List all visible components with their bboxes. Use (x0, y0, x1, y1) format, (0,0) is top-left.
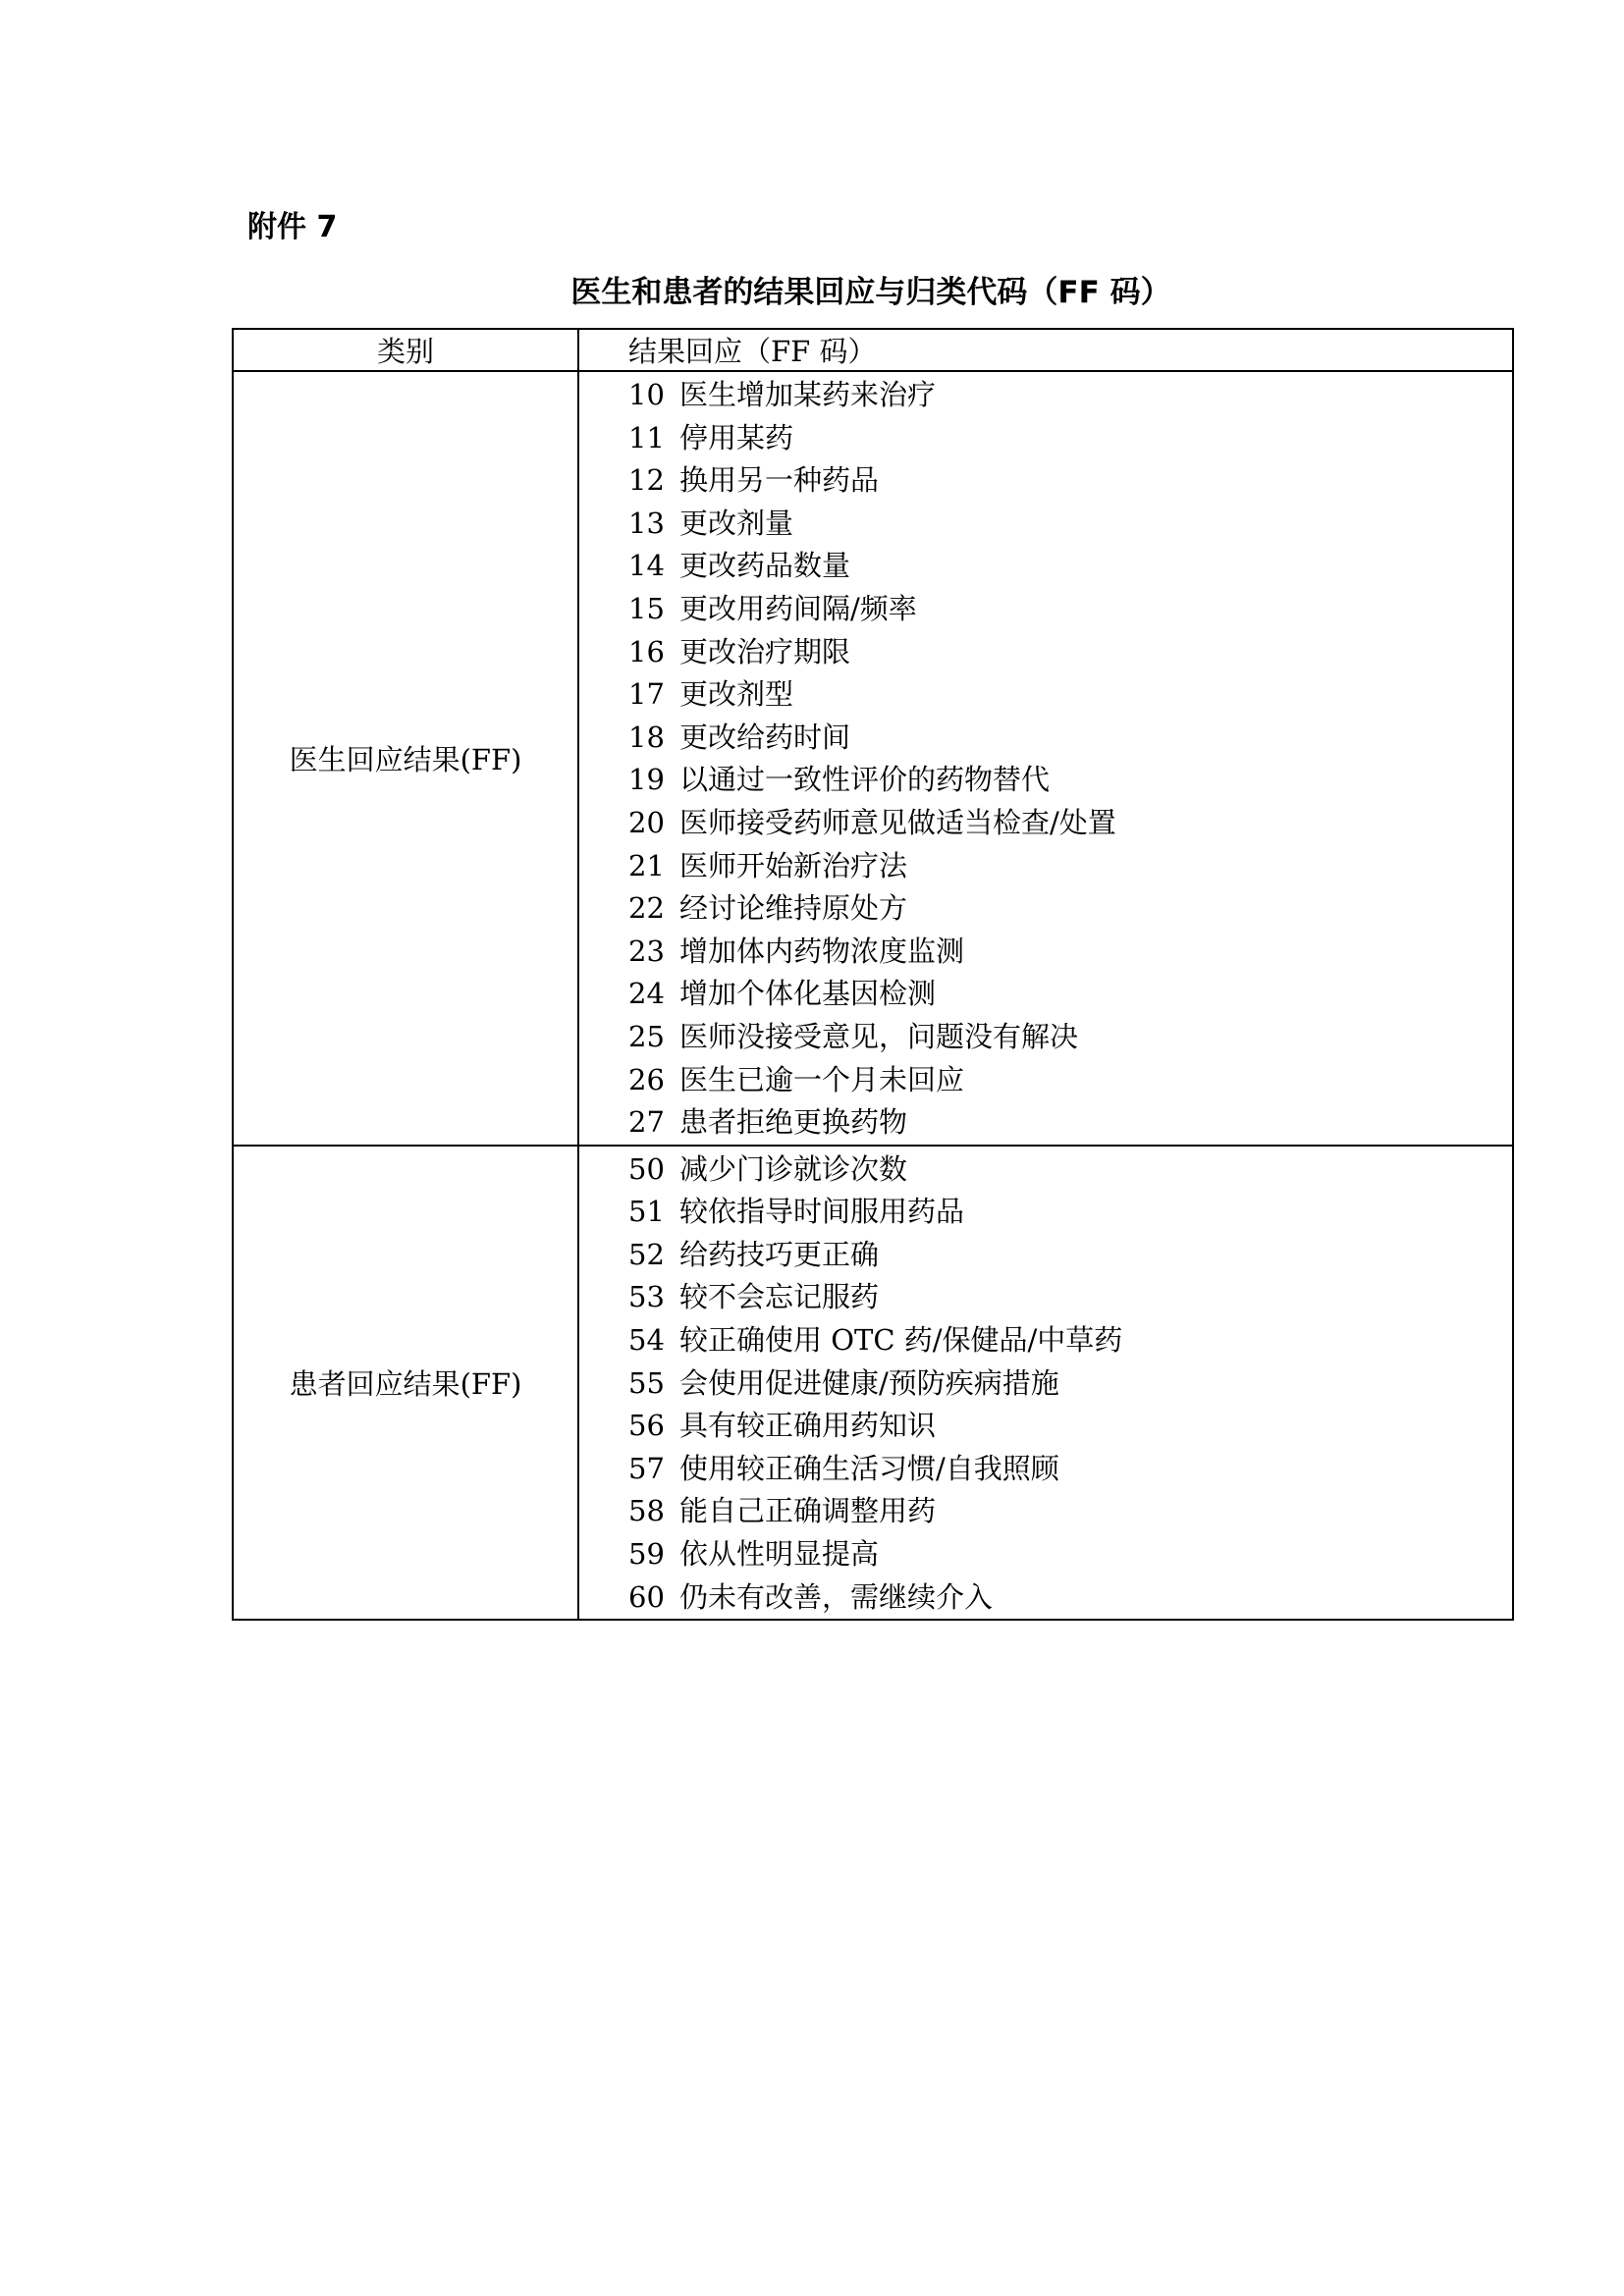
ff-code: 17 (628, 677, 665, 712)
ff-description: 较依指导时间服用药品 (679, 1195, 965, 1229)
table-row (233, 1146, 1513, 1621)
list-item (628, 1448, 1512, 1491)
ff-description: 经讨论维持原处方 (679, 891, 908, 926)
ff-code: 24 (628, 977, 665, 1011)
list-item (628, 545, 1512, 588)
list-item (628, 845, 1512, 888)
ff-code: 53 (628, 1280, 665, 1314)
ff-description: 医生已逾一个月未回应 (679, 1062, 965, 1096)
ff-code-table (232, 328, 1514, 1621)
ff-description: 更改给药时间 (679, 720, 851, 754)
ff-description: 具有较正确用药知识 (679, 1409, 937, 1443)
ff-description: 换用另一种药品 (679, 463, 880, 498)
ff-code: 15 (628, 591, 665, 625)
list-item (628, 802, 1512, 845)
ff-description: 使用较正确生活习惯/自我照顾 (679, 1451, 1059, 1485)
ff-description: 增加个体化基因检测 (679, 977, 937, 1011)
ff-code: 55 (628, 1365, 665, 1400)
list-item (628, 1405, 1512, 1448)
ff-description: 医师开始新治疗法 (679, 848, 908, 882)
ff-code: 22 (628, 891, 665, 926)
ff-code: 21 (628, 848, 665, 882)
header-category: 类别 (233, 329, 578, 371)
ff-description: 给药技巧更正确 (679, 1237, 880, 1271)
category-cell: 患者回应结果(FF) (233, 1146, 578, 1621)
list-item (628, 973, 1512, 1016)
list-item (628, 374, 1512, 417)
ff-code: 51 (628, 1195, 665, 1229)
ff-description: 更改药品数量 (679, 549, 851, 583)
list-item (628, 887, 1512, 931)
ff-code: 26 (628, 1062, 665, 1096)
list-item (628, 588, 1512, 631)
list-item (628, 631, 1512, 674)
list-item (628, 1576, 1512, 1620)
ff-code: 18 (628, 720, 665, 754)
ff-description: 较不会忘记服药 (679, 1280, 880, 1314)
list-item (628, 1533, 1512, 1576)
ff-code: 11 (628, 420, 665, 454)
list-item (628, 459, 1512, 503)
ff-code: 14 (628, 549, 665, 583)
ff-code: 56 (628, 1409, 665, 1443)
ff-code: 58 (628, 1494, 665, 1528)
ff-code: 23 (628, 934, 665, 968)
ff-description: 会使用促进健康/预防疾病措施 (679, 1365, 1059, 1400)
table-header-row (233, 329, 1513, 371)
ff-description: 更改治疗期限 (679, 634, 851, 668)
attachment-label: 附件 7 (247, 210, 338, 244)
list-item (628, 717, 1512, 760)
ff-code: 27 (628, 1105, 665, 1140)
list-item (628, 1490, 1512, 1533)
ff-code: 16 (628, 634, 665, 668)
ff-description: 仍未有改善，需继续介入 (679, 1579, 994, 1614)
result-cell (578, 1146, 1513, 1621)
list-item (628, 1319, 1512, 1362)
list-item (628, 1059, 1512, 1102)
category-cell: 医生回应结果(FF) (233, 371, 578, 1146)
ff-description: 较正确使用 OTC 药/保健品/中草药 (679, 1323, 1123, 1358)
ff-description: 医师没接受意见，问题没有解决 (679, 1019, 1079, 1053)
ff-description: 减少门诊就诊次数 (679, 1151, 908, 1186)
ff-description: 依从性明显提高 (679, 1537, 880, 1572)
ff-code: 60 (628, 1579, 665, 1614)
list-item (628, 1016, 1512, 1059)
list-item (628, 1191, 1512, 1234)
list-item (628, 673, 1512, 717)
ff-code: 50 (628, 1151, 665, 1186)
list-item (628, 417, 1512, 460)
ff-description: 能自己正确调整用药 (679, 1494, 937, 1528)
code-list (628, 1148, 1512, 1620)
ff-code: 54 (628, 1323, 665, 1358)
ff-description: 以通过一致性评价的药物替代 (679, 763, 1051, 797)
ff-description: 停用某药 (679, 420, 794, 454)
list-item (628, 1148, 1512, 1192)
ff-code: 52 (628, 1237, 665, 1271)
ff-description: 医师接受药师意见做适当检查/处置 (679, 805, 1116, 839)
ff-description: 增加体内药物浓度监测 (679, 934, 965, 968)
ff-code: 19 (628, 763, 665, 797)
ff-code: 13 (628, 506, 665, 540)
result-cell (578, 371, 1513, 1146)
ff-description: 更改剂量 (679, 506, 794, 540)
document-title: 医生和患者的结果回应与归类代码（FF 码） (570, 275, 1171, 310)
ff-code: 59 (628, 1537, 665, 1572)
list-item (628, 1101, 1512, 1145)
list-item (628, 931, 1512, 974)
list-item (628, 1234, 1512, 1277)
ff-description: 患者拒绝更换药物 (679, 1105, 908, 1140)
table-row (233, 371, 1513, 1146)
ff-code: 10 (628, 378, 665, 411)
ff-code: 12 (628, 463, 665, 498)
list-item (628, 1362, 1512, 1406)
ff-code: 20 (628, 805, 665, 839)
ff-code: 57 (628, 1451, 665, 1485)
list-item (628, 1276, 1512, 1319)
list-item (628, 759, 1512, 802)
ff-description: 医生增加某药来治疗 (679, 378, 937, 411)
list-item (628, 503, 1512, 546)
ff-description: 更改用药间隔/频率 (679, 591, 917, 625)
ff-code: 25 (628, 1019, 665, 1053)
ff-description: 更改剂型 (679, 677, 794, 712)
code-list (628, 374, 1512, 1145)
header-result: 结果回应（FF 码） (578, 329, 1513, 371)
